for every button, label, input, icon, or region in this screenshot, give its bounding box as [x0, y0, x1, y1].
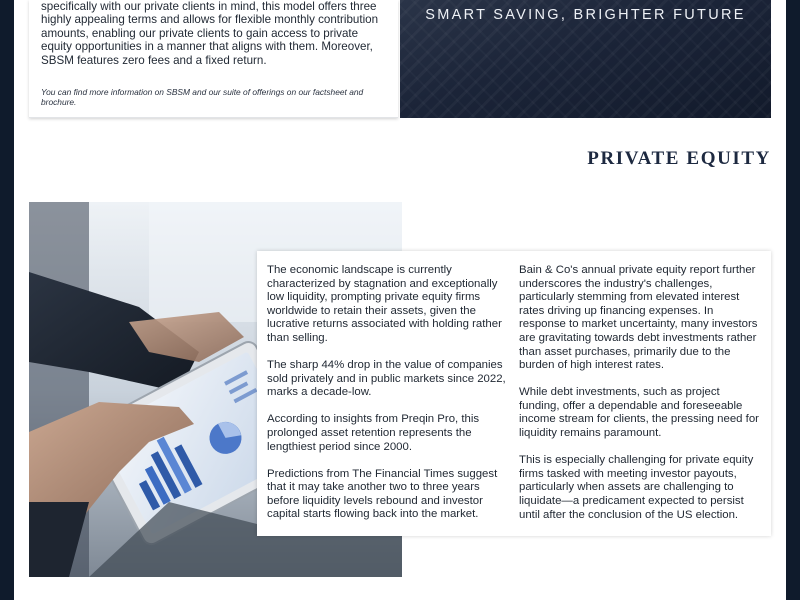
article-card	[257, 251, 771, 536]
intro-body: specifically with our private clients in mind, this model offers three highly appealing terms and allows for flexible monthly contribution amounts, enabling our private clients to gain access to private equity opportunities in a manner that aligns with them. Moreover, SBSM features zero fees and a fixed return.	[41, 0, 379, 67]
article-paragraph: The economic landscape is currently characterized by stagnation and exceptionally low liquidity, prompting private equity firms worldwide to retain their assets, given the lucrative returns associated with holding rather than selling.	[267, 264, 502, 344]
article-paragraph: While debt investments, such as project funding, offer a dependable and foreseeable income stream for clients, the pressing need for liquidity remains paramount.	[519, 386, 759, 440]
article-column-left	[267, 264, 509, 536]
article-paragraph: The sharp 44% drop in the value of companies sold privately and in public markets since 2022, marks a decade-low.	[267, 359, 506, 399]
intro-card	[29, 0, 398, 118]
tagline-banner	[400, 0, 771, 118]
article-paragraph: According to insights from Preqin Pro, this prolonged asset retention represents the lengthiest period since 2000.	[267, 413, 480, 453]
article-paragraph: Predictions from The Financial Times suggest that it may take another two to three years before liquidity levels rebound and investor capital starts flowing back into the market.	[267, 467, 498, 521]
section-title: PRIVATE EQUITY	[587, 148, 771, 169]
article-column-right	[519, 264, 761, 536]
intro-note: You can find more information on SBSM and our suite of offerings on our factsheet and brochure.	[41, 87, 364, 108]
article-paragraph: This is especially challenging for private equity firms tasked with meeting investor payouts, particularly when assets are challenging to liquidate—a predicament expected to persist until after the conclusion of the US election.	[519, 454, 754, 521]
banner-tagline: SMART SAVING, BRIGHTER FUTURE	[425, 7, 746, 23]
article-paragraph: Bain & Co's annual private equity report further underscores the industry's challenges, particularly stemming from elevated interest rates driving up financing expenses. In response to market uncertainty, many investors are gravitating towards debt investments rather than asset purchases, primarily due to the burden of high interest rates.	[519, 264, 758, 372]
